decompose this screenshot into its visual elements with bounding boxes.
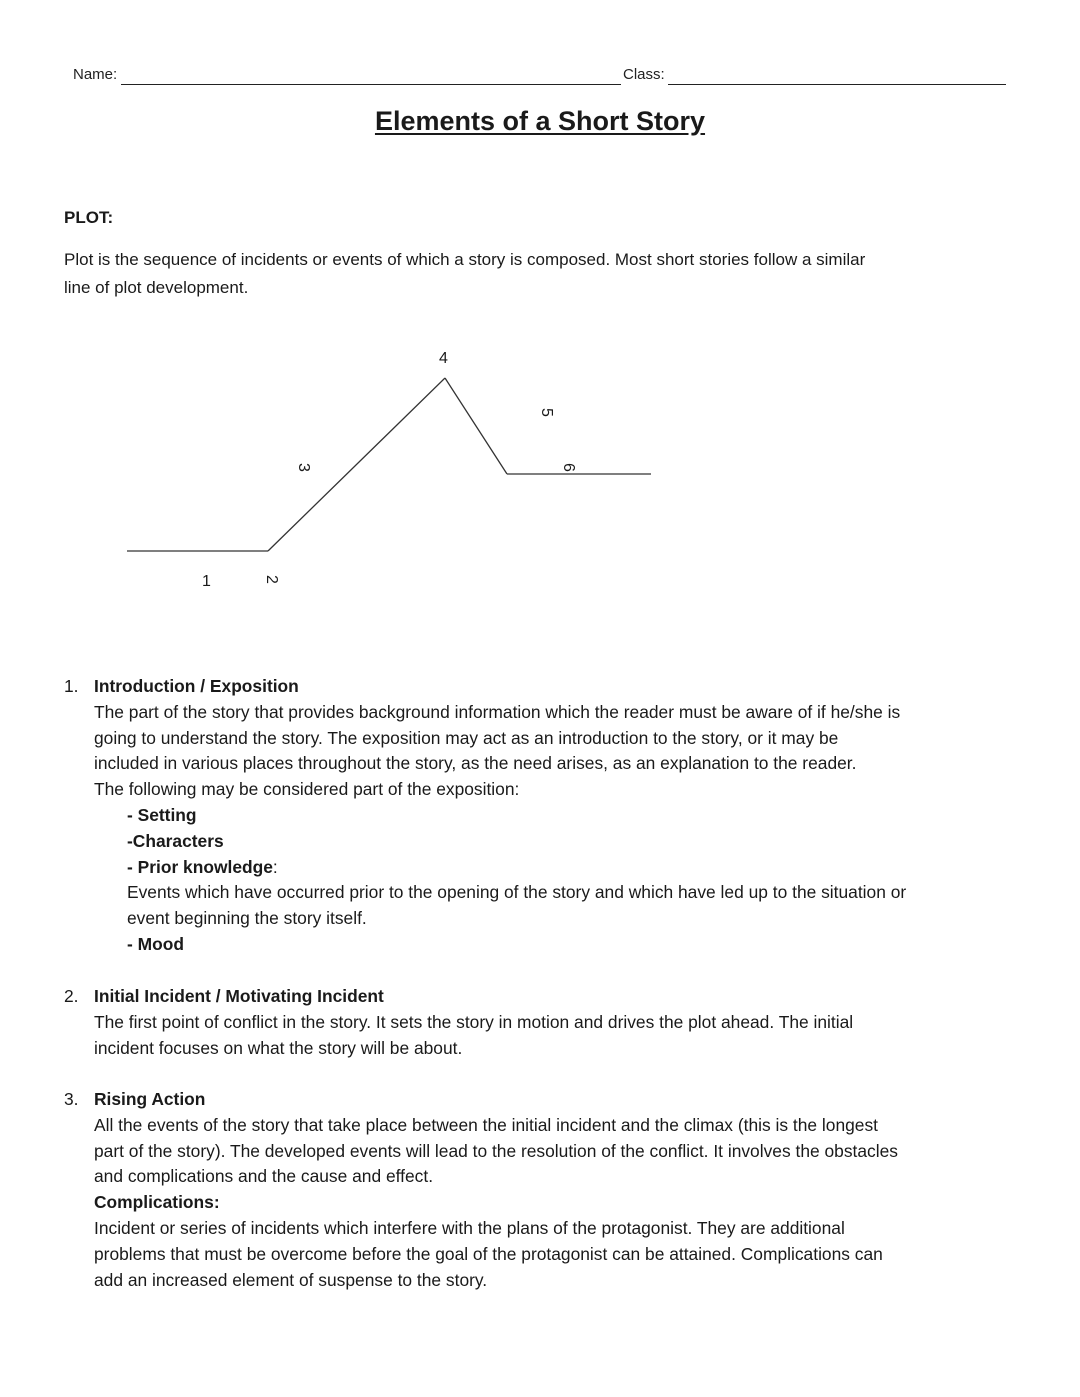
class-label: Class: — [623, 66, 665, 83]
plot-description-line: line of plot development. — [64, 278, 249, 297]
item-text-line: going to understand the story. The exposition may act as an introduction to the story, or it may be — [94, 727, 839, 748]
item-number: 3. — [64, 1089, 79, 1109]
item-number: 1. — [64, 676, 79, 696]
rising-action-segment — [268, 378, 445, 551]
subitem-text-line: event beginning the story itself. — [127, 908, 367, 929]
list-item — [64, 1087, 1024, 1293]
page-title: Elements of a Short Story — [374, 106, 706, 136]
item-text-line: part of the story). The developed events will lead to the resolution of the conflict. It involves the obstacles — [94, 1140, 898, 1161]
list-item — [64, 674, 1024, 958]
plot-heading: PLOT: — [64, 208, 114, 227]
item-text-line: All the events of the story that take place between the initial incident and the climax (this is the longest — [94, 1114, 878, 1135]
name-blank[interactable] — [121, 84, 621, 85]
item-text-line: The part of the story that provides background information which the reader must be aware of if he/she is — [94, 701, 901, 722]
item-text-line: The following may be considered part of the exposition: — [94, 779, 520, 800]
name-label: Name: — [73, 66, 118, 83]
subitem-prior-knowledge: - Prior knowledge — [127, 856, 273, 877]
falling-action-segment — [445, 378, 507, 474]
plot-diagram — [0, 330, 1080, 600]
diagram-label-6: 6 — [560, 463, 577, 472]
subitem-mood: - Mood — [127, 933, 184, 954]
diagram-label-2: 2 — [263, 575, 280, 584]
diagram-label-4: 4 — [439, 350, 448, 367]
diagram-label-1: 1 — [202, 573, 211, 590]
item-text-line: included in various places throughout the story, as the need arises, as an explanation to the reader. — [94, 753, 857, 774]
item-text-line: The first point of conflict in the story. It sets the story in motion and drives the plot ahead. The initial — [94, 1011, 854, 1032]
item-heading: Rising Action — [94, 1089, 206, 1109]
item-text-line: problems that must be overcome before the goal of the protagonist can be attained. Complications can — [94, 1243, 883, 1264]
item-text-line: incident focuses on what the story will be about. — [94, 1037, 463, 1058]
item-heading: Introduction / Exposition — [94, 676, 299, 696]
item-text-line: and complications and the cause and effect. — [94, 1166, 434, 1187]
plot-description-line: Plot is the sequence of incidents or events of which a story is composed. Most short stories follow a similar — [64, 250, 866, 269]
subitem-characters: -Characters — [127, 830, 224, 851]
item-text-line: add an increased element of suspense to the story. — [94, 1269, 488, 1290]
subitem-setting: - Setting — [127, 804, 197, 825]
item-text-line: Incident or series of incidents which interfere with the plans of the protagonist. They are additional — [94, 1217, 845, 1238]
subitem-text-line: Events which have occurred prior to the opening of the story and which have led up to the situation or — [127, 882, 907, 903]
item-heading: Initial Incident / Motivating Incident — [94, 986, 384, 1006]
class-blank[interactable] — [668, 84, 1006, 85]
diagram-label-3: 3 — [295, 463, 312, 472]
plot-description — [64, 246, 865, 302]
subitem-colon: : — [272, 856, 278, 877]
item-number: 2. — [64, 986, 79, 1006]
list-item — [64, 984, 1024, 1061]
complications-heading: Complications: — [94, 1192, 220, 1213]
diagram-label-5: 5 — [538, 408, 555, 417]
